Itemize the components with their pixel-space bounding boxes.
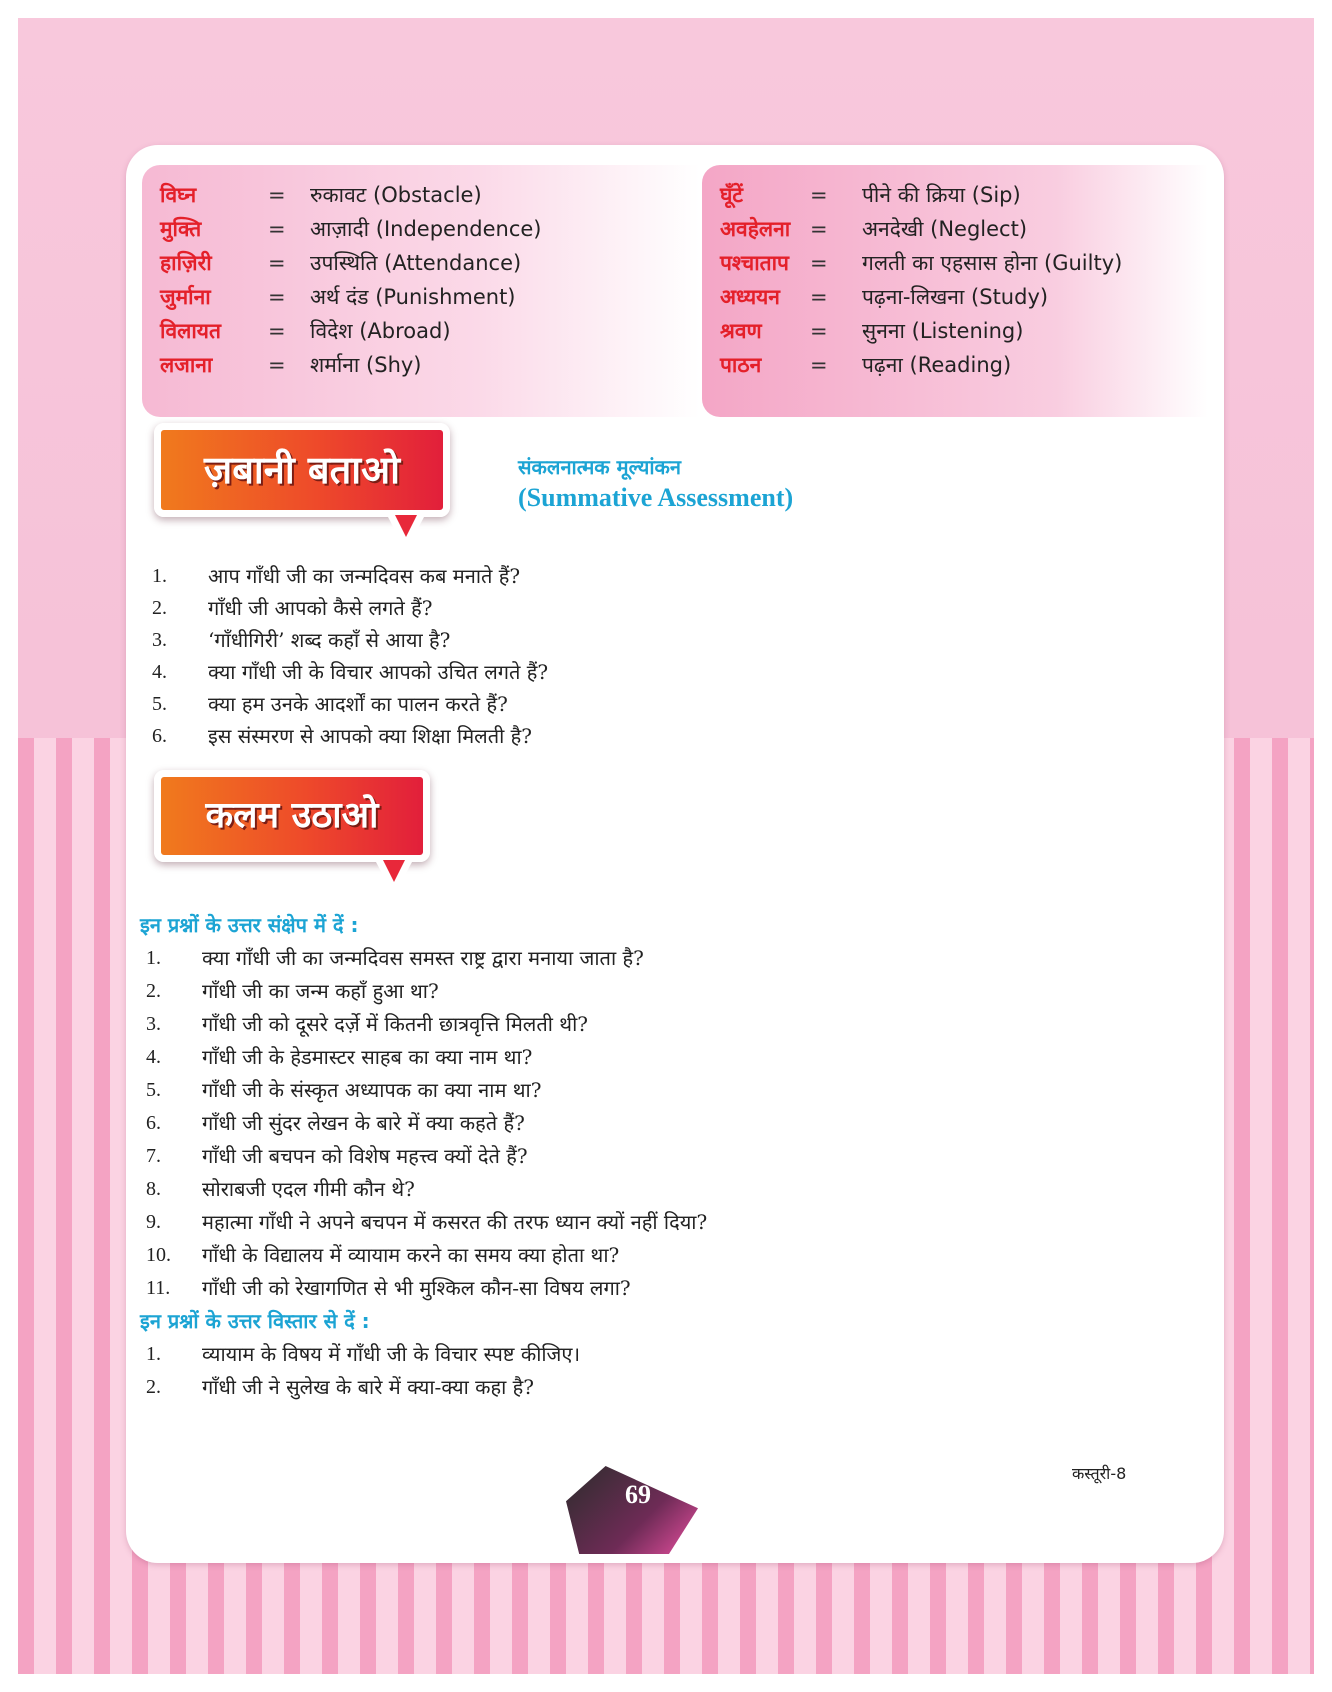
vocab-word: घूँटें xyxy=(720,183,743,207)
question-text: गाँधी जी सुंदर लेखन के बारे में क्या कहते हैं? xyxy=(202,1111,525,1135)
question-number: 9. xyxy=(146,1211,161,1233)
question-text: गाँधी जी का जन्म कहाँ हुआ था? xyxy=(202,979,439,1003)
question-text: आप गाँधी जी का जन्मदिवस कब मनाते हैं? xyxy=(208,564,521,588)
equals-sign: = xyxy=(810,319,828,343)
equals-sign: = xyxy=(268,251,286,275)
question-number: 5. xyxy=(146,1079,161,1101)
question-text: गाँधी के विद्यालय में व्यायाम करने का समय क्या होता था? xyxy=(202,1243,620,1267)
question-number: 3. xyxy=(146,1013,161,1035)
vocab-word: श्रवण xyxy=(720,319,762,343)
vocab-meaning: पीने की क्रिया (Sip) xyxy=(862,183,1021,207)
question-number: 8. xyxy=(146,1178,161,1200)
question-number: 1. xyxy=(146,1343,161,1365)
question-number: 4. xyxy=(152,661,167,683)
long-answer-heading: इन प्रश्नों के उत्तर विस्तार से दें : xyxy=(140,1309,370,1333)
question-number: 1. xyxy=(152,565,167,587)
question-text: क्या हम उनके आदर्शों का पालन करते हैं? xyxy=(208,692,508,716)
question-text: गाँधी जी के हेडमास्टर साहब का क्या नाम था? xyxy=(202,1045,533,1069)
vocab-word: विघ्न xyxy=(160,183,197,207)
vocab-meaning: सुनना (Listening) xyxy=(862,319,1024,343)
vocab-meaning: पढ़ना (Reading) xyxy=(862,353,1012,377)
question-text: क्या गाँधी जी का जन्मदिवस समस्त राष्ट्र द्वारा मनाया जाता है? xyxy=(202,946,644,970)
vocab-word: मुक्ति xyxy=(160,217,202,241)
question-text: गाँधी जी के संस्कृत अध्यापक का क्या नाम था? xyxy=(202,1078,542,1102)
question-text: गाँधी जी ने सुलेख के बारे में क्या-क्या कहा है? xyxy=(202,1375,535,1399)
equals-sign: = xyxy=(268,183,286,207)
vocab-meaning: विदेश (Abroad) xyxy=(310,319,451,343)
vocab-meaning: अनदेखी (Neglect) xyxy=(862,217,1028,241)
equals-sign: = xyxy=(810,217,828,241)
question-number: 10. xyxy=(146,1244,171,1266)
vocab-meaning: गलती का एहसास होना (Guilty) xyxy=(862,251,1123,275)
question-text: गाँधी जी को रेखागणित से भी मुश्किल कौन-सा विषय लगा? xyxy=(202,1276,631,1300)
vocabulary-panel-right xyxy=(702,165,1208,417)
question-number: 4. xyxy=(146,1046,161,1068)
vocab-word: जुर्माना xyxy=(160,285,211,309)
vocab-meaning: अर्थ दंड (Punishment) xyxy=(310,285,516,309)
equals-sign: = xyxy=(810,285,828,309)
equals-sign: = xyxy=(810,183,828,207)
vocab-meaning: पढ़ना-लिखना (Study) xyxy=(862,285,1049,309)
question-number: 11. xyxy=(146,1277,171,1299)
equals-sign: = xyxy=(268,285,286,309)
vocab-word: अवहेलना xyxy=(720,217,791,241)
content-card xyxy=(126,145,1224,1563)
badge-pointer-inner xyxy=(383,860,405,882)
vocab-word: हाज़िरी xyxy=(160,251,212,275)
vocab-word: लजाना xyxy=(160,353,213,377)
oral-section-badge xyxy=(154,423,450,517)
question-text: गाँधी जी को दूसरे दर्ज़े में कितनी छात्रवृत्ति मिलती थी? xyxy=(202,1012,588,1036)
written-badge-title: कलम उठाओ xyxy=(205,795,379,836)
vocab-word: अध्ययन xyxy=(720,285,780,309)
vocab-word: पाठन xyxy=(720,353,762,377)
question-text: व्यायाम के विषय में गाँधी जी के विचार स्पष्ट कीजिए। xyxy=(202,1342,581,1366)
short-answer-heading: इन प्रश्नों के उत्तर संक्षेप में दें : xyxy=(140,913,359,937)
question-number: 6. xyxy=(146,1112,161,1134)
question-text: गाँधी जी बचपन को विशेष महत्त्व क्यों देते हैं? xyxy=(202,1144,528,1168)
equals-sign: = xyxy=(268,353,286,377)
written-section-badge xyxy=(154,770,430,862)
question-number: 2. xyxy=(152,597,167,619)
vocab-meaning: रुकावट (Obstacle) xyxy=(310,183,482,207)
question-number: 2. xyxy=(146,1376,161,1398)
question-number: 5. xyxy=(152,693,167,715)
vocabulary-panel-left xyxy=(142,165,700,417)
question-number: 1. xyxy=(146,947,161,969)
question-text: गाँधी जी आपको कैसे लगते हैं? xyxy=(208,596,433,620)
page-background xyxy=(18,18,1314,1674)
question-number: 2. xyxy=(146,980,161,1002)
vocab-word: विलायत xyxy=(160,319,221,343)
book-title: कस्तूरी-8 xyxy=(1072,1464,1127,1483)
question-text: महात्मा गाँधी ने अपने बचपन में कसरत की तरफ ध्यान क्यों नहीं दिया? xyxy=(202,1210,708,1234)
question-number: 3. xyxy=(152,629,167,651)
question-text: ‘गाँधीगिरी’ शब्द कहाँ से आया है? xyxy=(208,628,451,652)
question-text: इस संस्मरण से आपको क्या शिक्षा मिलती है? xyxy=(208,724,533,748)
vocab-word: पश्चाताप xyxy=(720,251,789,275)
vocab-meaning: उपस्थिति (Attendance) xyxy=(310,251,522,275)
page-number: 69 xyxy=(625,1480,651,1509)
equals-sign: = xyxy=(268,319,286,343)
equals-sign: = xyxy=(810,251,828,275)
assessment-heading-english: (Summative Assessment) xyxy=(518,483,794,512)
question-number: 7. xyxy=(146,1145,161,1167)
equals-sign: = xyxy=(268,217,286,241)
assessment-heading-hindi: संकलनात्मक मूल्यांकन xyxy=(518,455,681,479)
badge-pointer-inner xyxy=(395,515,417,537)
question-number: 6. xyxy=(152,725,167,747)
vocab-meaning: आज़ादी (Independence) xyxy=(310,217,542,241)
question-text: क्या गाँधी जी के विचार आपको उचित लगते हैं? xyxy=(208,660,549,684)
equals-sign: = xyxy=(810,353,828,377)
question-text: सोराबजी एदल गीमी कौन थे? xyxy=(202,1177,415,1201)
oral-badge-title: ज़बानी बताओ xyxy=(204,448,400,492)
vocab-meaning: शर्माना (Shy) xyxy=(310,353,422,377)
